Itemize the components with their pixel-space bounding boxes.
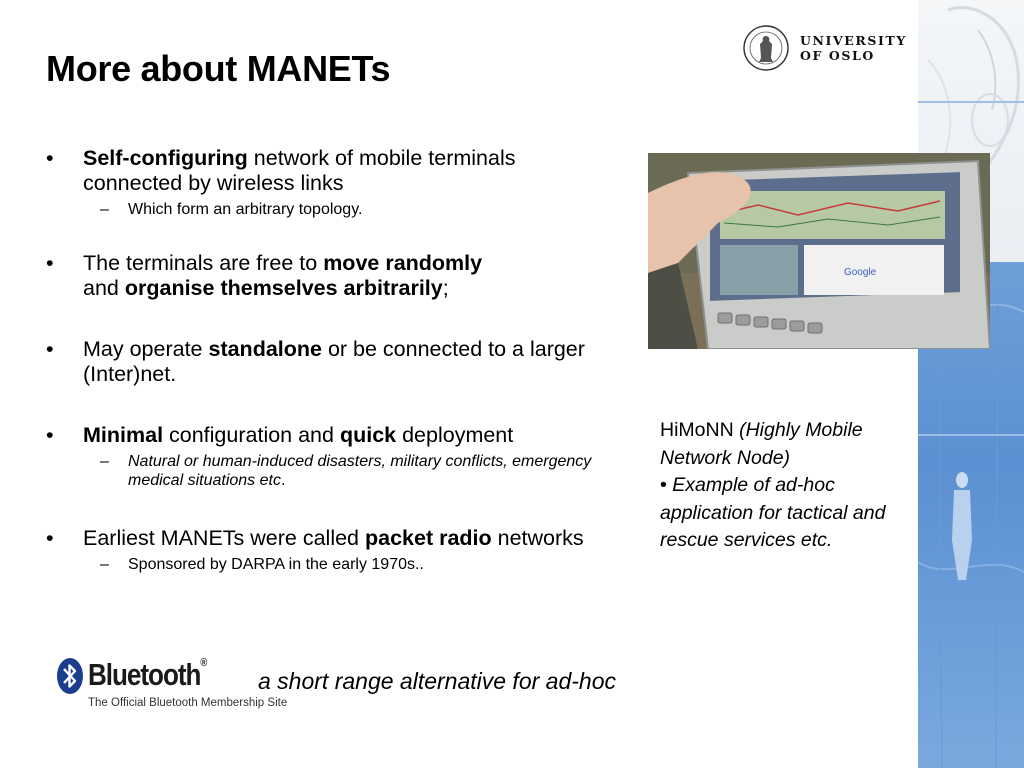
sub-bullet-topology <box>46 200 616 219</box>
band-divider-bottom <box>918 434 1024 436</box>
bluetooth-tagline: a short range alternative for ad-hoc <box>258 668 616 694</box>
bullet-dot-icon: • <box>46 423 54 447</box>
bullet-bold: organise themselves arbitrarily <box>124 276 443 300</box>
bullet-text: and <box>83 276 125 300</box>
sub-bullet-text: . <box>280 472 286 489</box>
bullet-dot-icon: • <box>46 251 54 275</box>
bullet-text: The terminals are free to <box>83 251 324 275</box>
bluetooth-icon <box>56 657 84 695</box>
registered-mark: ® <box>200 657 207 669</box>
bullet-bold: packet radio <box>364 526 492 550</box>
bluetooth-subtitle: The Official Bluetooth Membership Site <box>88 697 288 709</box>
dash-icon: – <box>100 201 109 218</box>
screen-google-text: Google <box>844 267 877 278</box>
tablet-illustration <box>648 153 990 349</box>
bullet-standalone <box>46 337 616 387</box>
bluetooth-wordmark-text: Bluetooth <box>88 657 201 692</box>
sub-bullet-darpa <box>46 555 616 574</box>
bullet-text: configuration and <box>163 423 340 447</box>
standing-figure-image <box>948 470 976 580</box>
dash-icon: – <box>100 453 109 470</box>
logo-line-1: UNIVERSITY <box>800 33 907 48</box>
bullet-text: deployment <box>396 423 514 447</box>
bullet-dot-icon: • <box>46 337 54 361</box>
himonn-tablet-photo <box>648 153 990 349</box>
bullet-text: May operate <box>83 337 209 361</box>
slide-title: More about MANETs <box>46 48 391 89</box>
bullet-bold: quick <box>339 423 397 447</box>
bullet-text: network of mobile terminals connected by wireless links <box>83 146 516 195</box>
bullet-list <box>46 146 616 596</box>
university-logo-text <box>800 33 907 63</box>
sub-bullet-text: Sponsored by DARPA in the early 1970s.. <box>128 556 424 573</box>
university-seal-icon <box>742 24 790 72</box>
bullet-move-randomly <box>46 251 616 301</box>
bullet-packet-radio <box>46 526 616 574</box>
bullet-text: or be connected to a larger (Inter)net. <box>83 337 585 386</box>
sub-bullet-disasters <box>46 452 616 490</box>
bullet-self-configuring <box>46 146 616 219</box>
bullet-bold: Minimal <box>83 423 164 447</box>
bullet-text: Earliest MANETs were called <box>83 526 365 550</box>
logo-line-2: OF OSLO <box>800 48 875 63</box>
bullet-minimal-configuration <box>46 423 616 490</box>
dash-icon: – <box>100 556 109 573</box>
bluetooth-wordmark <box>88 657 206 693</box>
band-divider-top <box>918 101 1024 103</box>
sub-bullet-text: Which form an arbitrary topology. <box>128 201 363 218</box>
bullet-text: networks <box>491 526 584 550</box>
caption-bullet-icon: • <box>660 474 667 496</box>
bullet-dot-icon: • <box>46 526 54 550</box>
caption-expansion: (Highly Mobile Network Node) <box>660 419 863 469</box>
bullet-bold: move randomly <box>323 251 483 275</box>
photo-caption <box>660 417 930 555</box>
bullet-dot-icon: • <box>46 146 54 170</box>
caption-detail: Example of ad-hoc application for tactical and rescue services etc. <box>660 474 886 551</box>
sub-bullet-text: Natural or human-induced disasters, military conflicts, emergency medical situations etc <box>128 453 592 489</box>
bullet-text: ; <box>442 276 449 300</box>
bullet-bold: standalone <box>208 337 322 361</box>
bullet-bold: Self-configuring <box>83 146 248 170</box>
caption-name: HiMoNN <box>660 419 734 441</box>
